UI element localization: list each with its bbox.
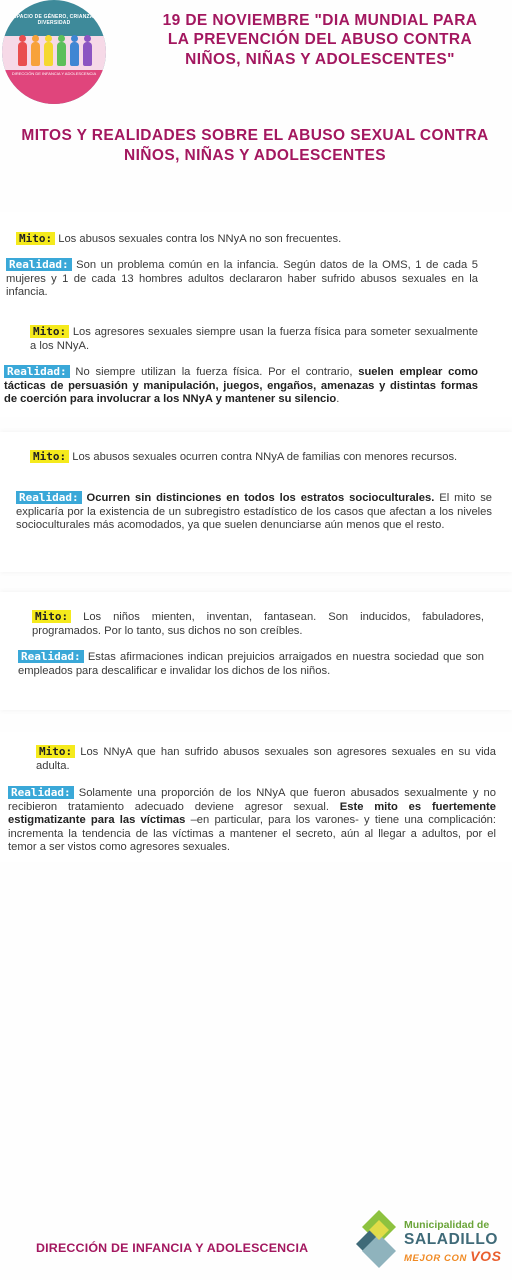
page-title: 19 DE NOVIEMBRE "DIA MUNDIAL PARA LA PREVENCIÓN DEL ABUSO CONTRA NIÑOS, NIÑAS Y ADOLESCENTES" (162, 12, 478, 68)
logo-subtitle: DIRECCIÓN DE INFANCIA Y ADOLESCENCIA (11, 71, 97, 76)
realidad-label: Realidad: (16, 491, 82, 504)
mito-3: Mito: Los abusos sexuales ocurren contra NNyA de familias con menores recursos. (30, 450, 492, 465)
realidad-2: Realidad: No siempre utilizan la fuerza física. Por el contrario, suelen emplear como tácticas de persuasión y manipulación, juegos, engaños, amenazas y distintas formas de coerción para involucrar a los NNyA y mantener su silencio. (4, 365, 479, 406)
slogan-accent: VOS (470, 1247, 502, 1264)
realidad-label: Realidad: (4, 365, 70, 378)
muni-line1: Municipalidad de (404, 1219, 490, 1231)
mito-1: Mito: Los abusos sexuales contra los NNyA no son frecuentes. (16, 232, 486, 247)
saladillo-brand (404, 1220, 502, 1265)
espacio-genero-logo (2, 0, 106, 104)
saladillo-logo-icon (356, 1210, 402, 1268)
logo-title: ESPACIO DE GÉNERO, CRIANZA Y DIVERSIDAD (9, 14, 99, 27)
realidad-label: Realidad: (8, 786, 74, 799)
realidad-label: Realidad: (6, 258, 72, 271)
mito-4: Mito: Los niños mienten, inventan, fantasean. Son inducidos, fabuladores, programados. Por lo tanto, sus dichos no son creíbles. (32, 610, 485, 637)
section-title: MITOS Y REALIDADES SOBRE EL ABUSO SEXUAL CONTRA NIÑOS, NIÑAS Y ADOLESCENTES (21, 127, 489, 165)
mito-2: Mito: Los agresores sexuales siempre usan la fuerza física para someter sexualmente a los NNyA. (30, 325, 478, 352)
realidad-5: Realidad: Solamente una proporción de los NNyA que fueron abusados sexualmente y no recibieron tratamiento adecuado deviene agresor sexual. Este mito es fuertemente estigmatizante para las víctimas –en particular, para los varones- y tiene una complicación: incrementa la tendencia de las víctimas a mantener el secreto, aún al llegar a adultos, por el temor a ser vistos como agresores sexuales. (8, 786, 497, 854)
footer-direccion: DIRECCIÓN DE INFANCIA Y ADOLESCENCIA (36, 1241, 309, 1255)
mito-label: Mito: (36, 745, 75, 758)
mito-label: Mito: (30, 325, 69, 338)
realidad-3: Realidad: Ocurren sin distinciones en todos los estratos socioculturales. El mito se explicaría por la existencia de un subregistro estadístico de los casos que afectan a los niveles socioculturales más acomodados, ya que suelen denunciarse aún menos que el resto. (16, 491, 493, 532)
muni-slogan (404, 1248, 502, 1265)
muni-line2: SALADILLO (404, 1230, 499, 1248)
realidad-4: Realidad: Estas afirmaciones indican prejuicios arraigados en nuestra sociedad que son empleados para descalificar e invalidar los dichos de los niños. (18, 650, 484, 677)
mito-label: Mito: (30, 450, 69, 463)
mito-5: Mito: Los NNyA que han sufrido abusos sexuales son agresores sexuales en su vida adulta. (36, 745, 497, 772)
mito-label: Mito: (32, 610, 71, 623)
realidad-1: Realidad: Son un problema común en la infancia. Según datos de la OMS, 1 de cada 5 mujeres y 1 de cada 13 hombres adultos declararon haber sufrido abusos sexuales en la infancia. (6, 258, 479, 299)
slogan-start: MEJOR CON (404, 1252, 467, 1264)
mito-label: Mito: (16, 232, 55, 245)
realidad-label: Realidad: (18, 650, 84, 663)
